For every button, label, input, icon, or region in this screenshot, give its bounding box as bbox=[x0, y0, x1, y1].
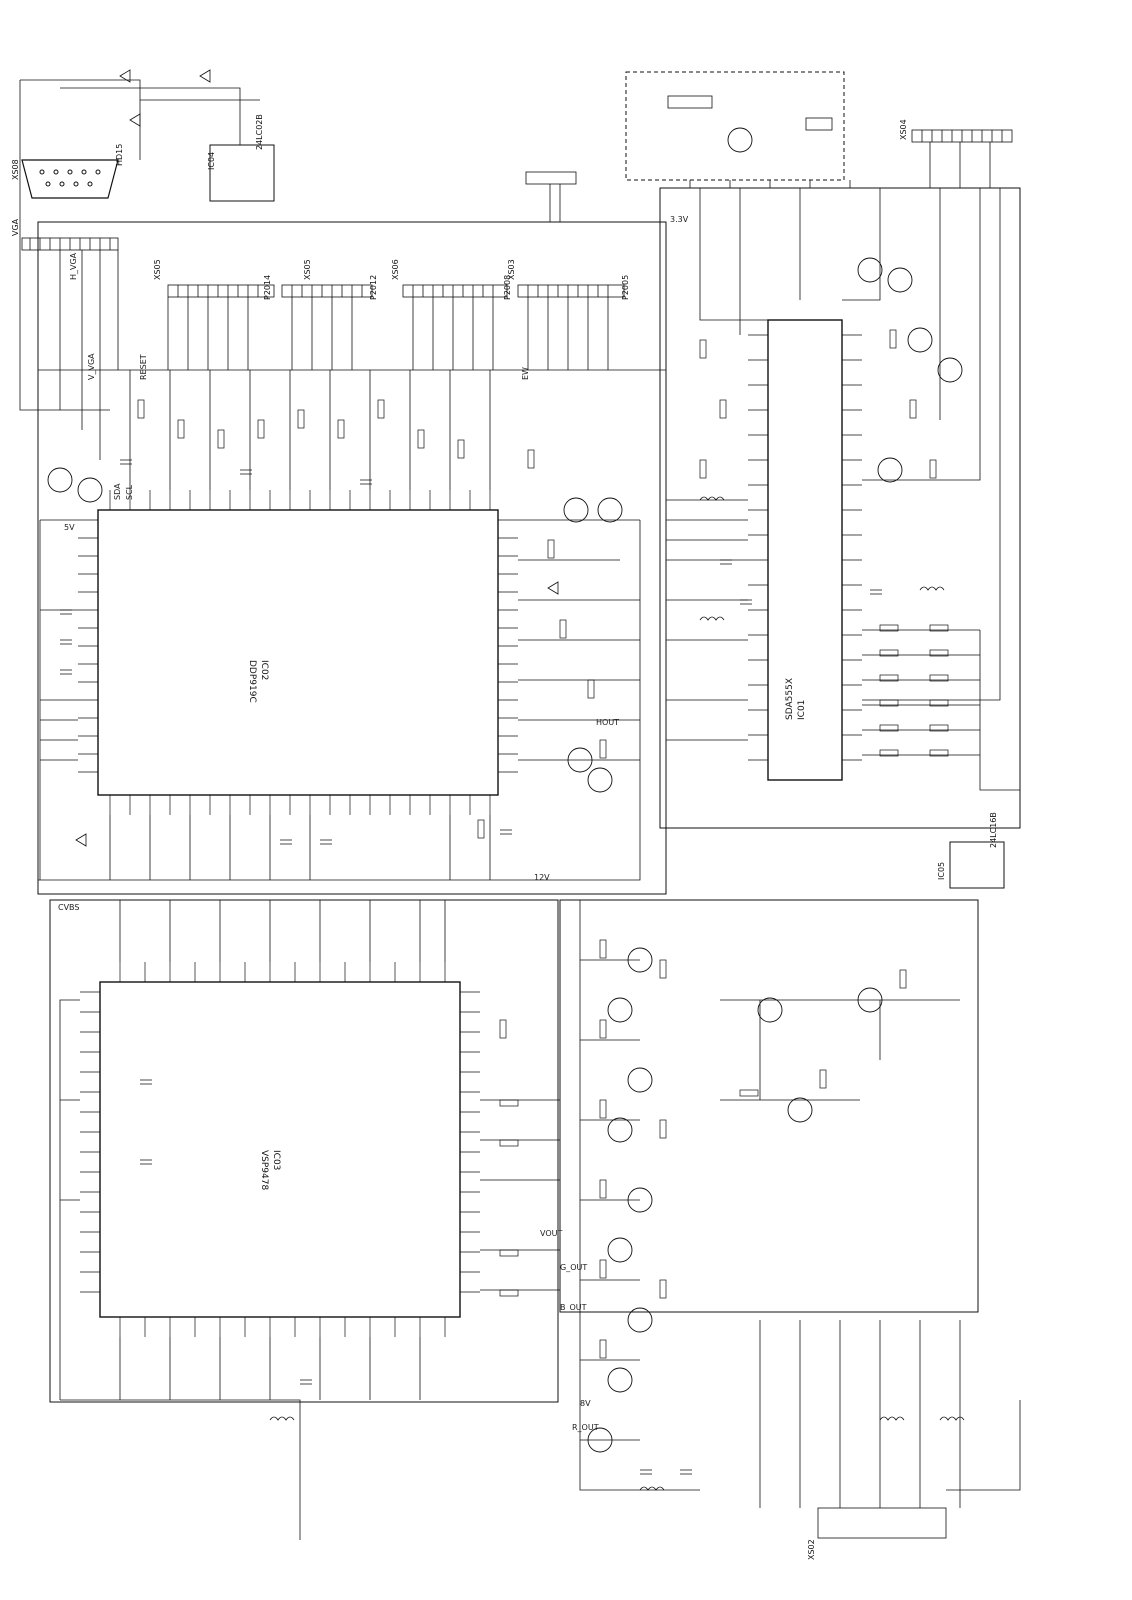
lower-board-outline bbox=[50, 900, 558, 1402]
power-tag-12v: 12V bbox=[534, 873, 550, 882]
mcu-ic-ref: IC01 bbox=[797, 699, 807, 720]
mcu-board-outline bbox=[660, 188, 1020, 828]
connector-p3-ref: XS06 bbox=[391, 259, 400, 280]
passive-components bbox=[60, 330, 948, 1474]
power-tag-3v3: 3.3V bbox=[670, 215, 689, 224]
scaler-ic-name: DDP919C bbox=[247, 660, 257, 703]
eeprom-left-ref: IC04 bbox=[207, 151, 216, 170]
power-tag-5v: 5V bbox=[64, 523, 75, 532]
signal-g-out: G_OUT bbox=[560, 1263, 588, 1272]
connector-p1-label: P2014 bbox=[263, 274, 272, 300]
signal-cvbs: CVBS bbox=[58, 903, 80, 912]
eeprom-left-ic bbox=[210, 145, 274, 201]
signal-ew: EW bbox=[521, 367, 530, 380]
signal-h-vga: H_VGA bbox=[69, 252, 78, 280]
connector-p1-ref: XS05 bbox=[153, 259, 162, 280]
standby-board-outline bbox=[626, 72, 844, 180]
signal-hout: HOUT bbox=[596, 718, 620, 727]
signal-v-vga: V_VGA bbox=[87, 353, 96, 380]
signal-b-out: B_OUT bbox=[560, 1303, 587, 1312]
eeprom-right-name: 24LC16B bbox=[989, 812, 998, 848]
signal-scl: SCL bbox=[125, 484, 134, 500]
transistors bbox=[48, 128, 962, 1452]
connector-p4-ref: XS03 bbox=[507, 259, 516, 280]
connector-p2-ref: XS05 bbox=[303, 259, 312, 280]
connector-p3-label: P2008 bbox=[503, 274, 512, 300]
connector-bottom-ref: XS02 bbox=[807, 1539, 816, 1560]
connector-right-ref: XS04 bbox=[899, 119, 908, 140]
vga-connector-label: VGA bbox=[11, 218, 20, 236]
adc-ic-name: VSP9478 bbox=[259, 1150, 269, 1191]
signal-reset: RESET bbox=[139, 354, 148, 380]
mcu-ic-name: SDA555X bbox=[785, 678, 795, 720]
signal-sda: SDA bbox=[113, 483, 122, 500]
adc-ic-ref: IC03 bbox=[271, 1150, 281, 1171]
video-amp-outline bbox=[560, 900, 978, 1312]
connector-p4-label: P2005 bbox=[621, 274, 630, 300]
eeprom-right-ref: IC05 bbox=[937, 861, 946, 880]
signal-vout: VOUT bbox=[540, 1229, 563, 1238]
scaler-pins bbox=[78, 490, 518, 815]
scaler-ic bbox=[98, 510, 498, 795]
vga-connector-ref: XS08 bbox=[11, 159, 20, 180]
scaler-ic-ref: IC02 bbox=[259, 660, 269, 681]
eeprom-left-name: 24LC02B bbox=[255, 114, 264, 150]
vga-connector bbox=[22, 160, 118, 198]
vga-connector-pins: HD15 bbox=[115, 143, 124, 166]
connector-strips bbox=[22, 96, 1012, 1538]
connector-p2-label: P2012 bbox=[369, 274, 378, 300]
signal-r-out: R_OUT bbox=[572, 1423, 599, 1432]
power-tag-8v: 8V bbox=[580, 1399, 591, 1408]
mcu-pins bbox=[748, 335, 862, 760]
